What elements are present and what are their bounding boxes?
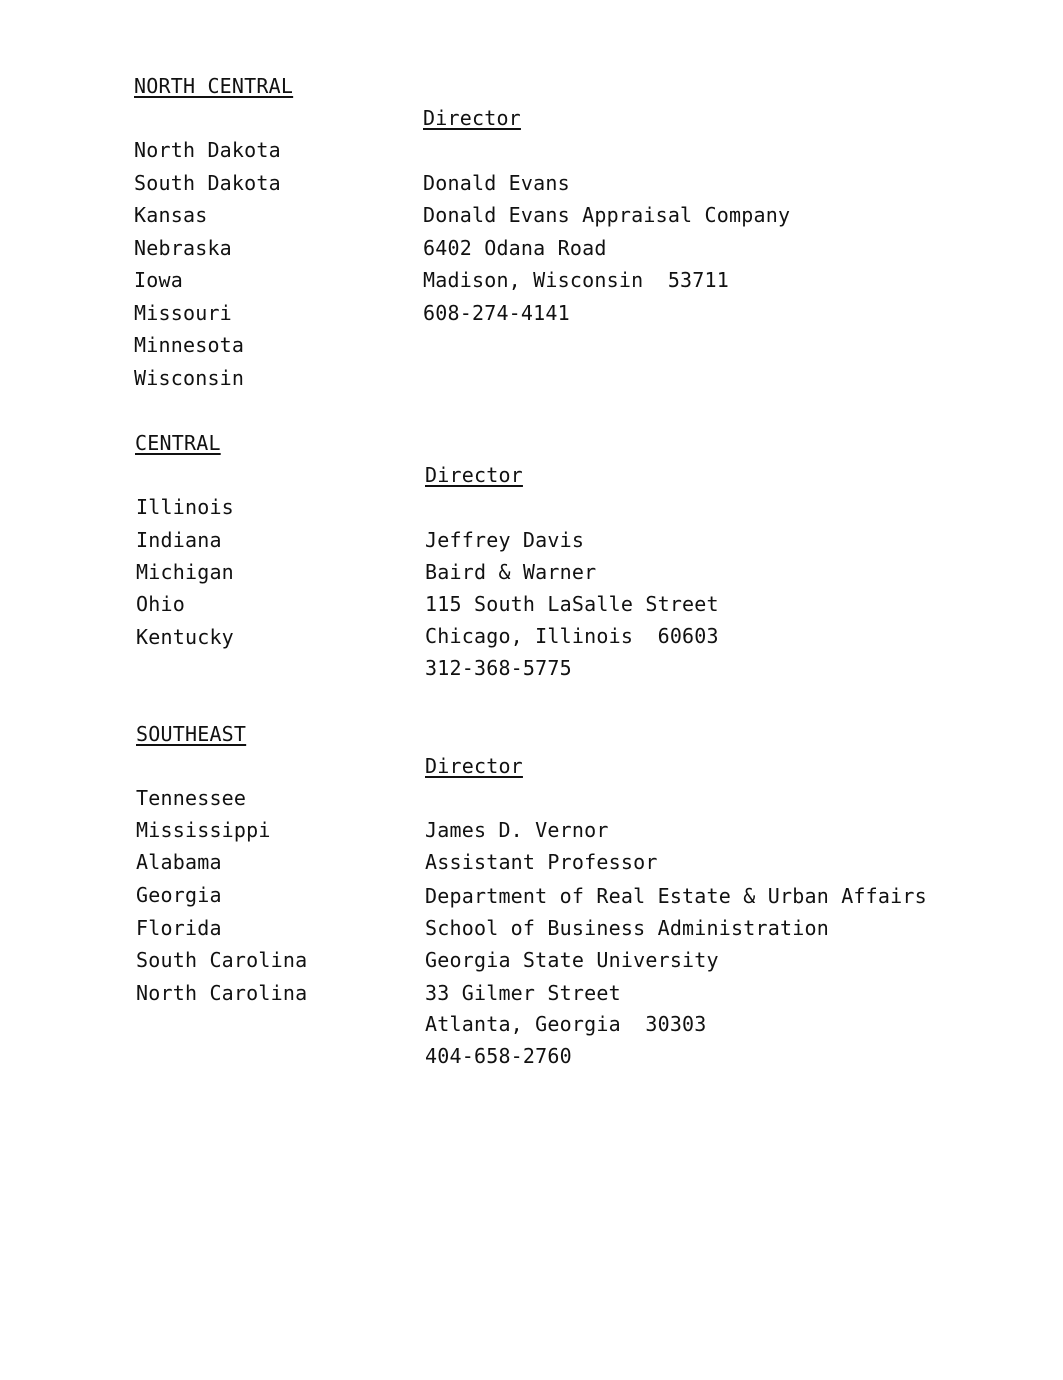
director-contact-line: Department of Real Estate & Urban Affairs <box>425 884 927 908</box>
director-contact-line: Chicago, Illinois 60603 <box>425 624 719 648</box>
state-item: Ohio <box>136 592 185 616</box>
director-contact-line: Madison, Wisconsin 53711 <box>423 268 730 292</box>
state-item: Indiana <box>136 528 222 552</box>
state-item: North Carolina <box>136 981 308 1005</box>
director-label: Director <box>425 463 523 487</box>
section-heading-central: CENTRAL <box>135 431 221 455</box>
director-contact-line: 312-368-5775 <box>425 656 572 680</box>
state-item: Michigan <box>136 560 234 584</box>
state-item: Georgia <box>136 883 222 907</box>
section-heading-north-central: NORTH CENTRAL <box>134 74 294 98</box>
state-item: North Dakota <box>134 138 281 162</box>
state-item: Alabama <box>136 850 222 874</box>
section-heading-southeast: SOUTHEAST <box>136 722 247 746</box>
director-contact-line: James D. Vernor <box>425 818 609 842</box>
state-item: South Carolina <box>136 948 308 972</box>
state-item: Mississippi <box>136 818 271 842</box>
director-contact-line: Georgia State University <box>425 948 719 972</box>
state-item: Wisconsin <box>134 366 245 390</box>
state-item: Tennessee <box>136 786 247 810</box>
state-item: Illinois <box>136 495 234 519</box>
director-contact-line: Donald Evans Appraisal Company <box>423 203 791 227</box>
state-item: Nebraska <box>134 236 232 260</box>
director-contact-line: 608-274-4141 <box>423 301 570 325</box>
state-item: South Dakota <box>134 171 281 195</box>
director-contact-line: 404-658-2760 <box>425 1044 572 1068</box>
state-item: Kansas <box>134 203 208 227</box>
director-contact-line: Baird & Warner <box>425 560 597 584</box>
director-label: Director <box>425 754 523 778</box>
director-contact-line: 6402 Odana Road <box>423 236 607 260</box>
state-item: Iowa <box>134 268 183 292</box>
state-item: Missouri <box>134 301 232 325</box>
director-contact-line: 33 Gilmer Street <box>425 981 621 1005</box>
state-item: Minnesota <box>134 333 245 357</box>
state-item: Kentucky <box>136 625 234 649</box>
director-contact-line: Donald Evans <box>423 171 570 195</box>
director-contact-line: Jeffrey Davis <box>425 528 585 552</box>
director-contact-line: 115 South LaSalle Street <box>425 592 719 616</box>
director-contact-line: Atlanta, Georgia 30303 <box>425 1012 707 1036</box>
director-label: Director <box>423 106 521 130</box>
director-contact-line: School of Business Administration <box>425 916 829 940</box>
state-item: Florida <box>136 916 222 940</box>
director-contact-line: Assistant Professor <box>425 850 658 874</box>
